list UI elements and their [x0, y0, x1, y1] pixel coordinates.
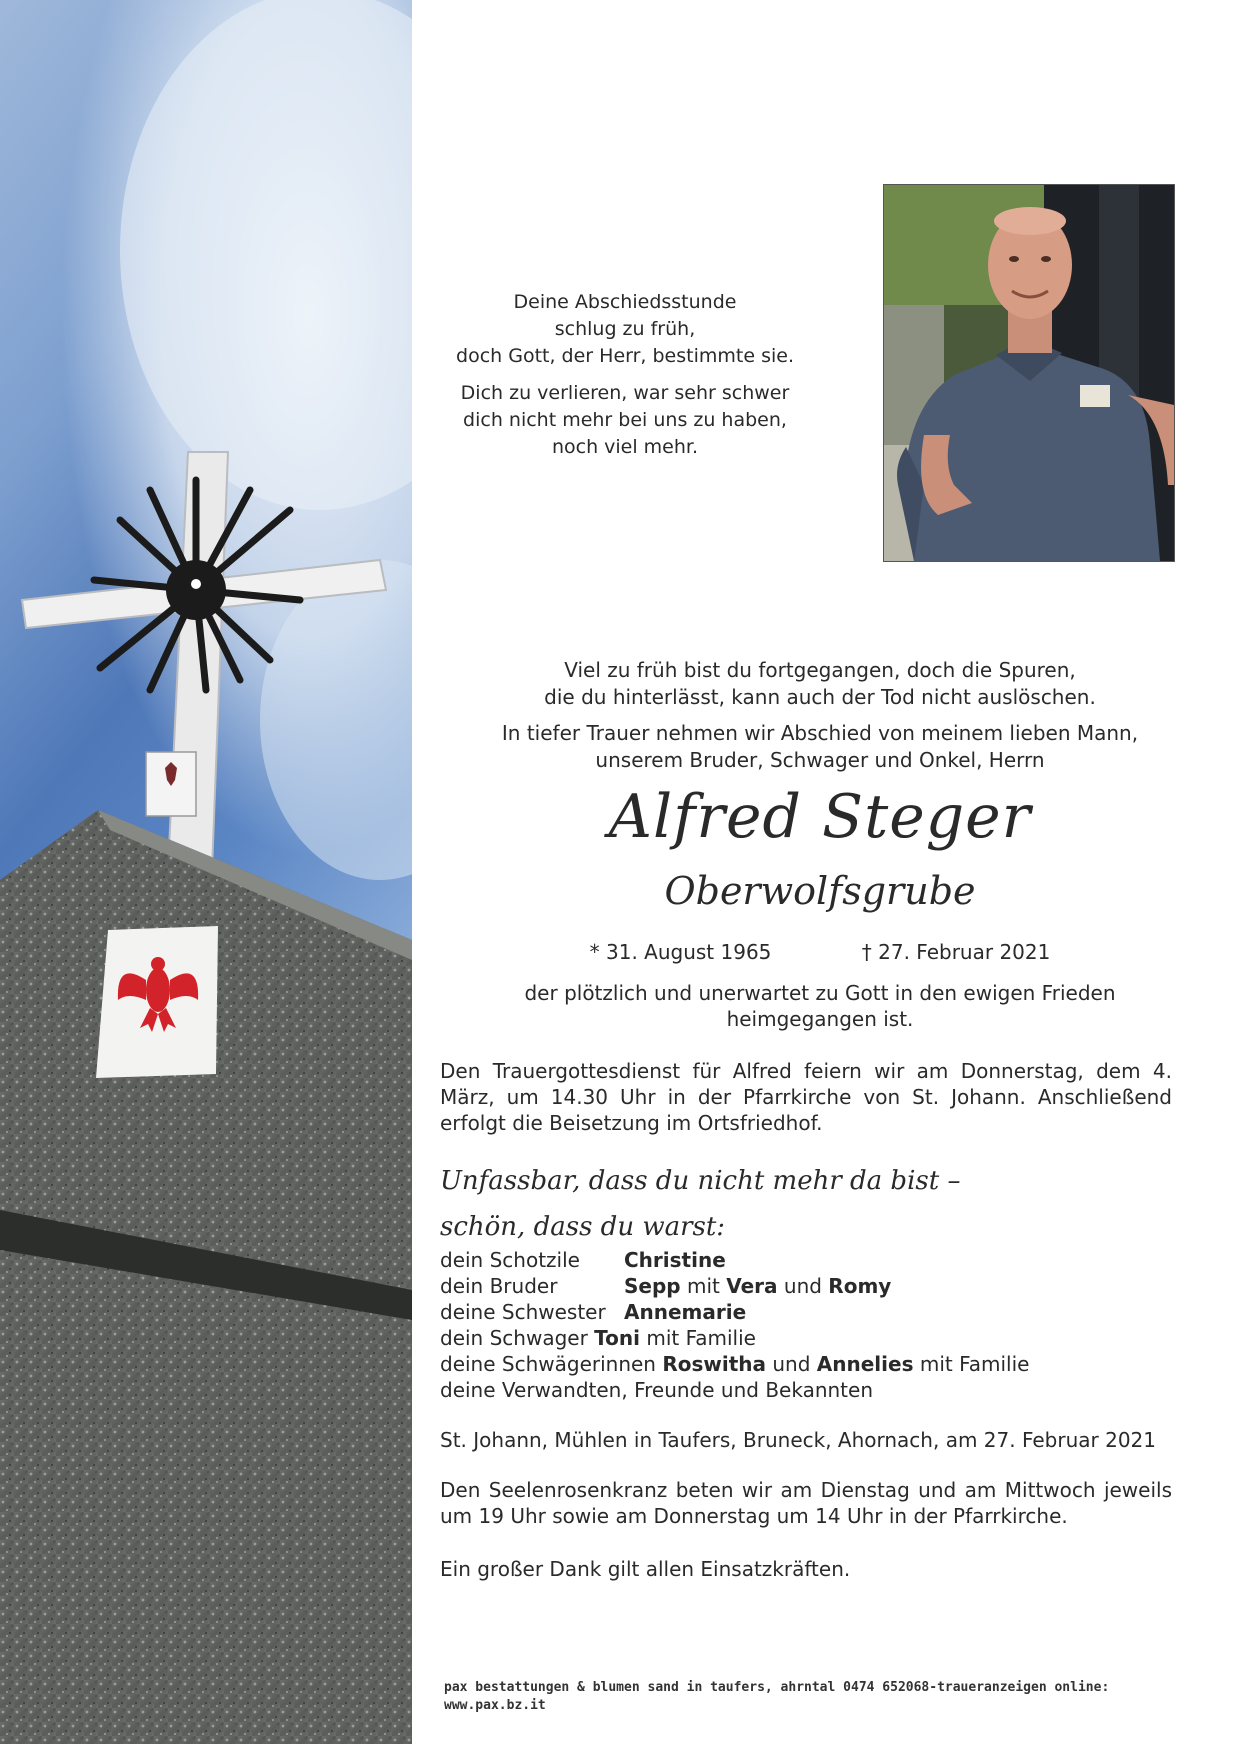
thanks-note: Ein großer Dank gilt allen Einsatzkräften. [440, 1557, 851, 1581]
relation-label: deine Verwandten, Freunde und Bekannten [440, 1378, 874, 1402]
life-dates [440, 938, 1200, 966]
family-member-name: Annelies [816, 1352, 914, 1376]
poem-line: Deine Abschiedsstunde [513, 291, 737, 313]
places-and-date: St. Johann, Mühlen in Taufers, Bruneck, Ahornach, am 27. Februar 2021 [440, 1428, 1156, 1452]
deceased-name: Alfred Steger [608, 782, 1032, 852]
birth-date: * 31. August 1965 [589, 940, 772, 964]
intro-line: unserem Bruder, Schwager und Onkel, Herrn [595, 748, 1045, 772]
family-row [440, 1273, 1180, 1299]
intro-line: die du hinterlässt, kann auch der Tod nicht auslöschen. [544, 685, 1096, 709]
farm-name: Oberwolfsgrube [664, 869, 976, 913]
connector-text: mit Familie [639, 1326, 756, 1350]
poem-line: schlug zu früh, [554, 318, 696, 340]
passing-line: heimgegangen ist. [726, 1007, 914, 1031]
relation-label: dein Schwager [440, 1326, 595, 1350]
poem-line: dich nicht mehr bei uns zu haben, [463, 409, 787, 431]
connector-text: mit Familie [913, 1352, 1030, 1376]
portrait-photo [883, 184, 1175, 562]
death-date: † 27. Februar 2021 [861, 940, 1051, 964]
family-row [440, 1325, 1180, 1351]
family-row [440, 1351, 1180, 1377]
verse-line: schön, dass du warst: [440, 1212, 726, 1242]
poem-line: noch viel mehr. [551, 436, 699, 458]
memorial-verse [440, 1158, 1180, 1250]
connector-text: mit [680, 1274, 727, 1298]
connector-text: und [766, 1352, 817, 1376]
summit-cross-photo [0, 0, 412, 1744]
relation-label: deine Schwester [440, 1300, 606, 1324]
footer-imprint: pax bestattungen & blumen sand in taufers, ahrntal 0474 652068-traueranzeigen online: www.pax.bz.it [444, 1680, 1110, 1713]
intro-line: Viel zu früh bist du fortgegangen, doch die Spuren, [564, 658, 1076, 682]
family-member-name: Roswitha [662, 1352, 767, 1376]
mourning-intro [440, 657, 1200, 783]
connector-text: und [777, 1274, 829, 1298]
family-member-name: Romy [828, 1274, 892, 1298]
family-member-name: Christine [624, 1248, 726, 1272]
passing-line: der plötzlich und unerwartet zu Gott in den ewigen Frieden [524, 981, 1116, 1005]
family-member-name: Sepp [624, 1274, 681, 1298]
family-member-name: Vera [726, 1274, 778, 1298]
verse-line: Unfassbar, dass du nicht mehr da bist – [440, 1166, 961, 1196]
poem-line: Dich zu verlieren, war sehr schwer [460, 382, 790, 404]
relation-label: deine Schwägerinnen [440, 1352, 663, 1376]
opening-poem [440, 289, 810, 471]
family-list [440, 1247, 1180, 1403]
relation-label: dein Bruder [440, 1274, 558, 1298]
funeral-mass-info: Den Trauergottesdienst für Alfred feiern wir am Donnerstag, dem 4. März, um 14.30 Uhr in der Pfarrkirche von St. Johann. Anschließend erfolgt die Beisetzung im Ortsfriedhof. [440, 1059, 1172, 1135]
family-row [440, 1377, 1180, 1403]
family-row [440, 1247, 1180, 1273]
intro-line: In tiefer Trauer nehmen wir Abschied von meinem lieben Mann, [501, 721, 1139, 745]
relation-label: dein Schotzile [440, 1248, 580, 1272]
poem-line: doch Gott, der Herr, bestimmte sie. [456, 345, 794, 367]
passing-statement [440, 980, 1200, 1032]
rosary-info: Den Seelenrosenkranz beten wir am Dienstag und am Mittwoch jeweils um 19 Uhr sowie am Donnerstag um 14 Uhr in der Pfarrkirche. [440, 1478, 1172, 1528]
family-member-name: Toni [594, 1326, 640, 1350]
family-member-name: Annemarie [624, 1300, 747, 1324]
family-row [440, 1299, 1180, 1325]
